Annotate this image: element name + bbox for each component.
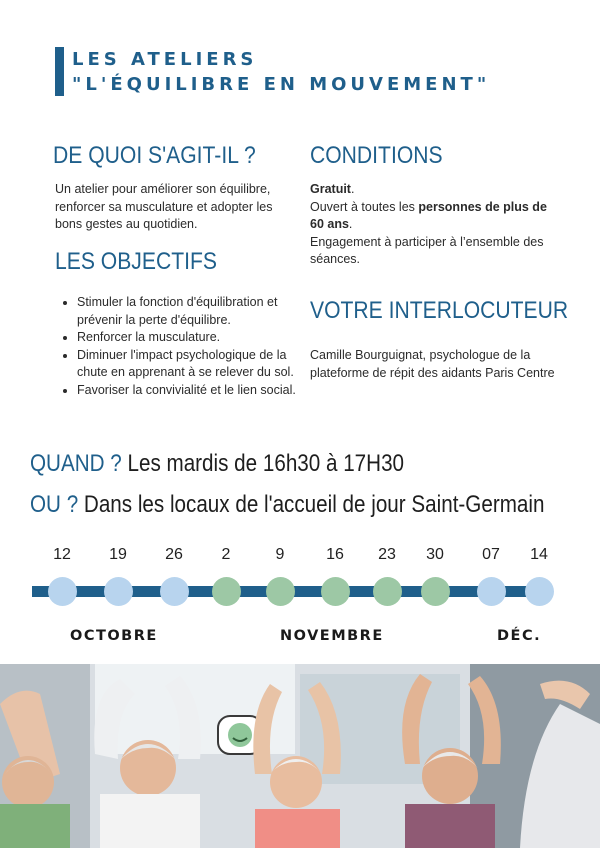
about-text: Un atelier pour améliorer son équilibre, renforcer sa musculature et adopter les bons gestes au quotidien. bbox=[55, 182, 273, 231]
date-label: 07 bbox=[482, 546, 500, 563]
seniors-exercise-photo bbox=[0, 664, 600, 848]
objective-item: • Stimuler la fonction d'équilibration et prévenir la perte d'équilibre. bbox=[77, 294, 313, 329]
objective-item: • Favoriser la convivialité et le lien social. bbox=[77, 382, 313, 400]
date-label: 14 bbox=[530, 546, 548, 563]
month-november: NOVEMBRE bbox=[280, 628, 384, 644]
session-dot bbox=[160, 577, 189, 606]
title-accent-bar bbox=[55, 47, 64, 96]
date-label: 19 bbox=[109, 546, 127, 563]
month-october: OCTOBRE bbox=[70, 628, 158, 644]
session-dot bbox=[421, 577, 450, 606]
date-label: 2 bbox=[221, 546, 231, 563]
objectives-list bbox=[60, 294, 313, 399]
objective-item: • Renforcer la musculature. bbox=[77, 329, 313, 347]
date-label: 16 bbox=[326, 546, 344, 563]
objective-item: • Diminuer l'impact psychologique de la chute en apprenant à se relever du sol. bbox=[77, 347, 313, 382]
title-line-2: "L'ÉQUILIBRE EN MOUVEMENT" bbox=[72, 74, 491, 95]
when-label: QUAND ? bbox=[30, 450, 122, 477]
session-dot bbox=[321, 577, 350, 606]
session-dot bbox=[104, 577, 133, 606]
when-line bbox=[30, 450, 404, 478]
contact-text: Camille Bourguignat, psychologue de la plateforme de répit des aidants Paris Centre bbox=[310, 348, 555, 380]
session-dot bbox=[525, 577, 554, 606]
conditions-free: Gratuit bbox=[310, 182, 351, 196]
date-label: 9 bbox=[275, 546, 285, 563]
title-line-1: LES ATELIERS bbox=[72, 49, 258, 70]
page-title bbox=[72, 47, 490, 97]
month-december: DÉC. bbox=[497, 628, 542, 644]
session-dot bbox=[477, 577, 506, 606]
contact-heading: VOTRE INTERLOCUTEUR bbox=[310, 297, 569, 324]
where-line bbox=[30, 491, 544, 519]
session-dot bbox=[212, 577, 241, 606]
session-dot bbox=[373, 577, 402, 606]
when-value: Les mardis de 16h30 à 17H30 bbox=[127, 450, 405, 477]
objectives-heading: LES OBJECTIFS bbox=[55, 248, 217, 275]
about-heading: DE QUOI S'AGIT-IL ? bbox=[53, 142, 256, 169]
conditions-heading: CONDITIONS bbox=[310, 142, 443, 169]
date-label: 12 bbox=[53, 546, 71, 563]
session-dot bbox=[48, 577, 77, 606]
where-value: Dans les locaux de l'accueil de jour Saint-Germain bbox=[83, 491, 545, 518]
conditions-engagement: Engagement à participer à l’ensemble des séances. bbox=[310, 234, 544, 266]
conditions-age: personnes de plus de 60 ans bbox=[310, 199, 547, 231]
date-label: 30 bbox=[426, 546, 444, 563]
conditions-text: Gratuit. Ouvert à toutes les personnes de plus de 60 ans. Engagement à participer à l’ensemble des séances. bbox=[310, 181, 550, 269]
where-label: OU ? bbox=[30, 491, 79, 518]
date-label: 23 bbox=[378, 546, 396, 563]
session-dot bbox=[266, 577, 295, 606]
date-label: 26 bbox=[165, 546, 183, 563]
